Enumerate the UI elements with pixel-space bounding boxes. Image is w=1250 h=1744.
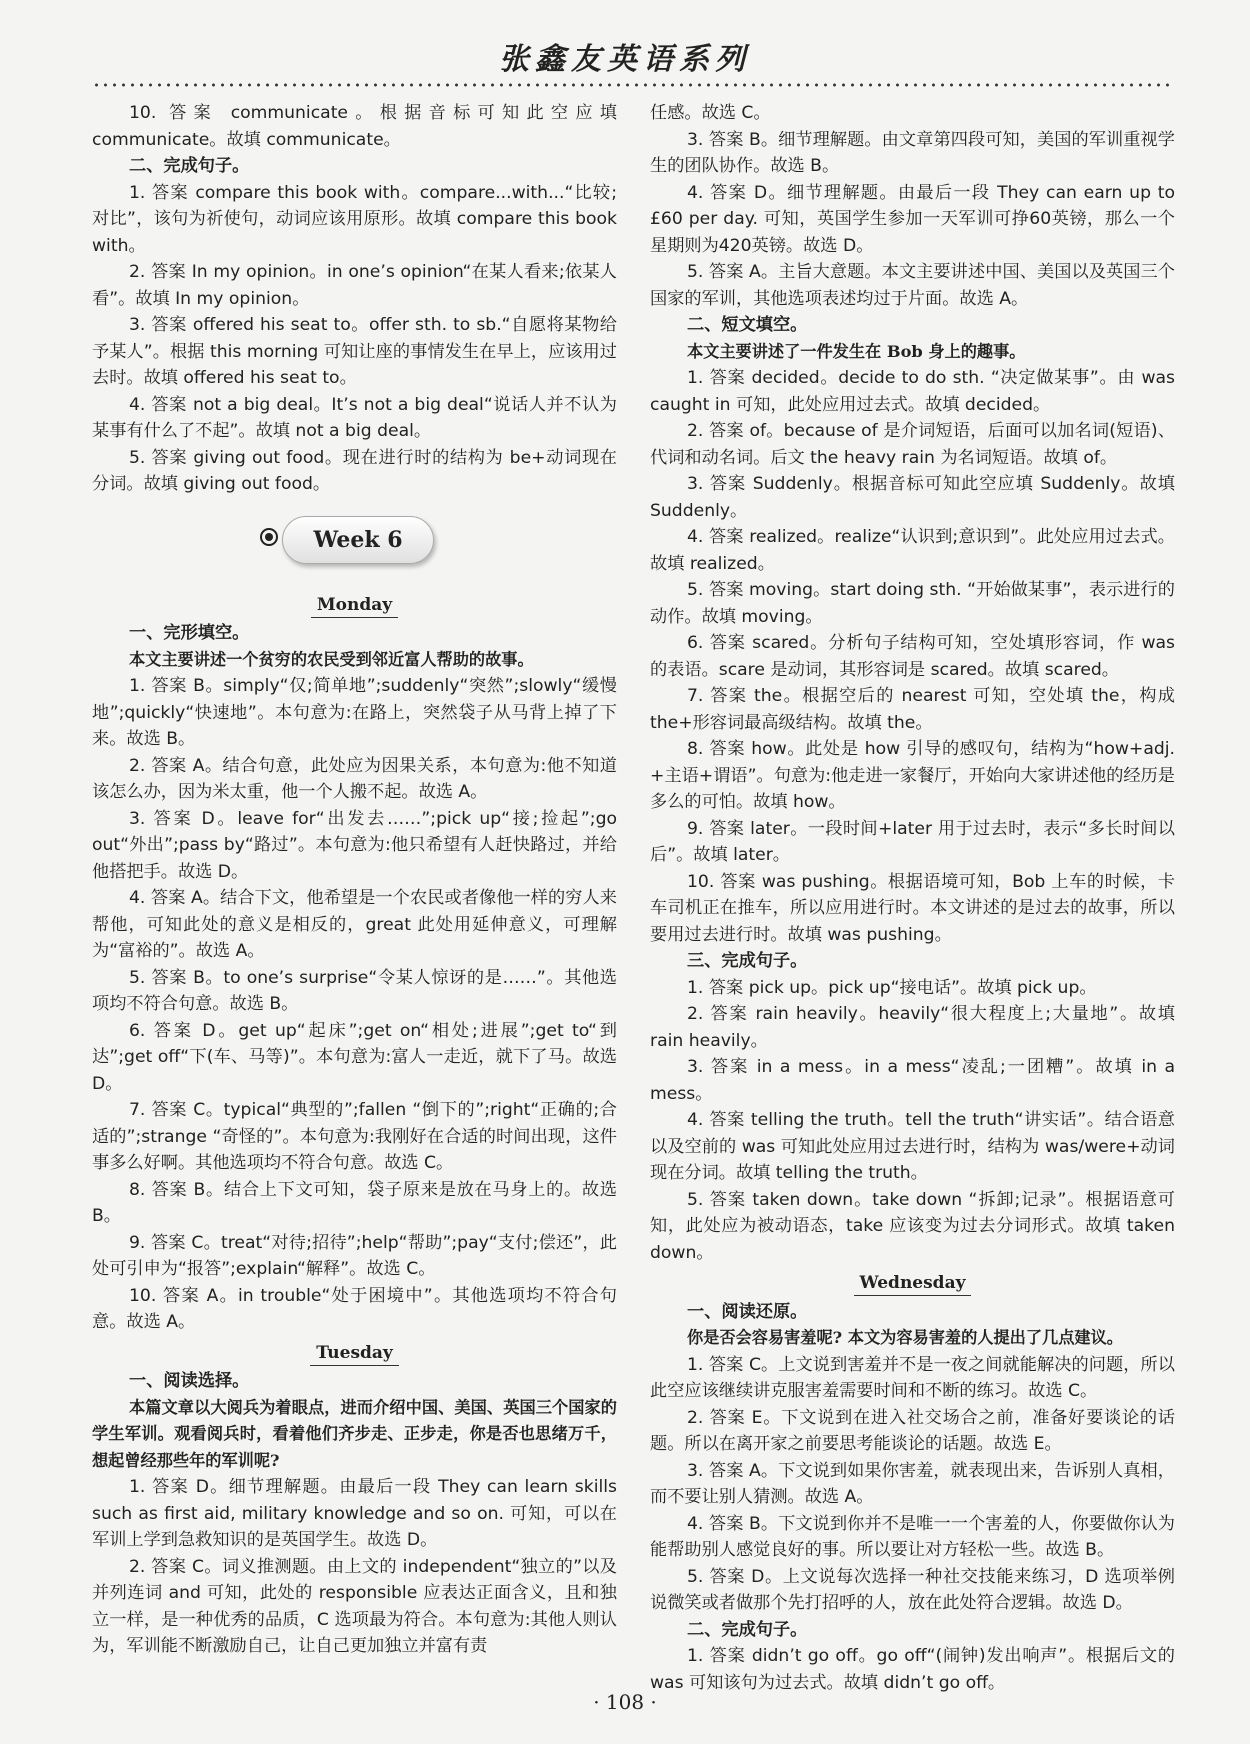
series-title: 张鑫友英语系列 [499, 42, 751, 77]
answer-item: 3. 答案 B。细节理解题。由文章第四段可知，美国的军训重视学生的团队协作。故选 B。 [650, 129, 1175, 176]
day-heading-wednesday: Wednesday [650, 1270, 1175, 1297]
answer-item: 6. 答案 D。get up“起床”;get on“相处;进展”;get to“到达”;get off“下(车、马等)”。本句意为:富人一走近，就下了马。故选 D。 [92, 1020, 617, 1094]
day-heading-monday: Monday [92, 592, 617, 619]
answer-item: 3. 答案 in a mess。in a mess“凌乱;一团糟”。故填 in a mess。 [650, 1057, 1175, 1104]
answer-item: 4. 答案 not a big deal。It’s not a big deal“说话人并不认为某事有什么了不起”。故填 not a big deal。 [92, 394, 617, 441]
answer-item: 3. 答案 offered his seat to。offer sth. to sb.“自愿将某物给予某人”。根据 this morning 可知让座的事情发生在早上，应该用过去时。故填 offered his seat to。 [92, 315, 617, 388]
section-heading: 二、完成句子。 [129, 156, 250, 176]
answer-item: 1. 答案 B。simply“仅;简单地”;suddenly“突然”;slowly“缓慢地”;quickly“快速地”。本句意为:在路上，突然袋子从马背上掉了下来。故选 B。 [92, 676, 617, 749]
week-label: Week 6 [282, 516, 434, 564]
answer-item: 2. 答案 In my opinion。in one’s opinion“在某人看来;依某人看”。故填 In my opinion。 [92, 262, 617, 309]
answer-item: 7. 答案 C。typical“典型的”;fallen “倒下的”;right“正确的;合适的”;strange “奇怪的”。本句意为:我刚好在合适的时间出现，这件事多么好啊。其他选项均不符合句意。故选 C。 [92, 1100, 617, 1173]
page-number: · 108 · [593, 1690, 657, 1714]
passage-summary: 本篇文章以大阅兵为着眼点，进而介绍中国、美国、英国三个国家的学生军训。观看阅兵时，看着他们齐步走、正步走，你是否也思绪万千，想起曾经那些年的军训呢? [92, 1397, 617, 1470]
bullet-icon [260, 528, 278, 546]
passage-summary: 你是否会容易害羞呢? 本文为容易害羞的人提出了几点建议。 [687, 1328, 1123, 1347]
answer-item: 10. 答案 A。in trouble“处于困境中”。其他选项均不符合句意。故选 A。 [92, 1285, 617, 1332]
answer-item: 5. 答案 taken down。take down “拆卸;记录”。根据语意可知，此处应为被动语态，take 应该变为过去分词形式。故填 taken down。 [650, 1189, 1175, 1263]
answer-item: 6. 答案 scared。分析句子结构可知，空处填形容词，作 was 的表语。scare 是动词，其形容词是 scared。故填 scared。 [650, 633, 1175, 680]
passage-summary: 本文主要讲述一个贫穷的农民受到邻近富人帮助的故事。 [129, 649, 534, 669]
section-heading: 一、阅读还原。 [687, 1301, 808, 1322]
answer-item: 2. 答案 C。词义推测题。由上文的 independent“独立的”以及并列连词 and 可知，此处的 responsible 应表达正面含义，且和独立一样，是一种优秀的品质，C 选项最为符合。本句意为:其他人则认为，军训能不断激励自己，让自己更加独立并富有责 [92, 1556, 617, 1656]
answer-item: 1. 答案 D。细节理解题。由最后一段 They can learn skills such as first aid, military knowledge and so on. 可知，可以在军训上学到急救知识的是英国学生。故选 D。 [92, 1477, 617, 1550]
section-heading: 二、完成句子。 [687, 1619, 808, 1640]
answer-item: 3. 答案 D。leave for“出发去……”;pick up“接;捡起”;go out“外出”;pass by“路过”。本句意为:他只希望有人赶快路过，并给他搭把手。故选 D。 [92, 808, 617, 882]
answer-item: 10. 答案 was pushing。根据语境可知，Bob 上车的时候，卡车司机正在推车，所以应用进行时。本文讲述的是过去的故事，所以要用过去进行时。故填 was pushing。 [650, 871, 1175, 945]
answer-item: 1. 答案 C。上文说到害羞并不是一夜之间就能解决的问题，所以此空应该继续讲克服害羞需要时间和不断的练习。故选 C。 [650, 1354, 1175, 1401]
week-banner [92, 498, 617, 588]
answer-item: 1. 答案 decided。decide to do sth. “决定做某事”。由 was caught in 可知，此处应用过去式。故填 decided。 [650, 368, 1175, 415]
answer-item: 8. 答案 B。结合上下文可知，袋子原来是放在马身上的。故选 B。 [92, 1179, 617, 1226]
answer-item: 1. 答案 compare this book with。compare...with...“比较;对比”，该句为祈使句，动词应该用原形。故填 compare this book with。 [92, 182, 617, 256]
answer-item: 1. 答案 pick up。pick up“接电话”。故填 pick up。 [687, 977, 1097, 998]
answer-item: 9. 答案 later。一段时间+later 用于过去时，表示“多长时间以后”。故填 later。 [650, 818, 1175, 865]
answer-item: 4. 答案 D。细节理解题。由最后一段 They can earn up to £60 per day. 可知，英国学生参加一天军训可挣60英镑，那么一个星期则为420英镑。故选 D。 [650, 182, 1175, 256]
page-header [0, 28, 1250, 88]
header-dotted-rule [92, 80, 1172, 90]
left-column [92, 100, 617, 1660]
answer-item: 9. 答案 C。treat“对待;招待”;help“帮助”;pay“支付;偿还”，此处可引申为“报答”;explain“解释”。故选 C。 [92, 1232, 617, 1279]
section-heading: 三、完成句子。 [687, 951, 808, 971]
answer-item: 4. 答案 B。下文说到你并不是唯一一个害羞的人，你要做你认为能帮助别人感觉良好的事。所以要让对方轻松一些。故选 B。 [650, 1513, 1175, 1560]
answer-item-continued: 任感。故选 C。 [650, 103, 771, 123]
answer-item: 1. 答案 didn’t go off。go off“(闹钟)发出响声”。根据后文的 was 可知该句为过去式。故填 didn’t go off。 [650, 1646, 1175, 1693]
answer-item: 7. 答案 the。根据空后的 nearest 可知，空处填 the，构成 the+形容词最高级结构。故填 the。 [650, 686, 1175, 733]
answer-item: 4. 答案 realized。realize“认识到;意识到”。此处应用过去式。故填 realized。 [650, 527, 1175, 574]
answer-item: 5. 答案 A。主旨大意题。本文主要讲述中国、美国以及英国三个国家的军训，其他选项表述均过于片面。故选 A。 [650, 262, 1175, 309]
answer-item: 10. 答案 communicate。根据音标可知此空应填 communicate。故填 communicate。 [92, 103, 617, 150]
answer-item: 8. 答案 how。此处是 how 引导的感叹句，结构为“how+adj. +主语+谓语”。句意为:他走进一家餐厅，开始向大家讲述他的经历是多么的可怕。故填 how。 [650, 739, 1175, 812]
answer-item: 3. 答案 Suddenly。根据音标可知此空应填 Suddenly。故填 Suddenly。 [650, 474, 1175, 521]
answer-item: 5. 答案 moving。start doing sth. “开始做某事”，表示进行的动作。故填 moving。 [650, 580, 1175, 627]
section-heading: 一、完形填空。 [129, 623, 250, 643]
section-heading: 一、阅读选择。 [129, 1371, 250, 1391]
answer-item: 2. 答案 A。结合句意，此处应为因果关系，本句意为:他不知道该怎么办，因为米太重，他一个人搬不起。故选 A。 [92, 755, 617, 802]
answer-item: 5. 答案 B。to one’s surprise“令某人惊讶的是……”。其他选项均不符合句意。故选 B。 [92, 967, 617, 1014]
answer-item: 5. 答案 D。上文说每次选择一种社交技能来练习，D 选项举例说微笑或者做那个先打招呼的人，放在此处符合逻辑。故选 D。 [650, 1566, 1175, 1613]
answer-item: 4. 答案 A。结合下文，他希望是一个农民或者像他一样的穷人来帮他，可知此处的意义是相反的，great 此处用延伸意义，可理解为“富裕的”。故选 A。 [92, 888, 617, 961]
day-heading-tuesday: Tuesday [92, 1340, 617, 1367]
answer-item: 3. 答案 A。下文说到如果你害羞，就表现出来，告诉别人真相，而不要让别人猜测。故选 A。 [650, 1460, 1175, 1507]
answer-item: 5. 答案 giving out food。现在进行时的结构为 be+动词现在分词。故填 giving out food。 [92, 447, 617, 494]
right-column [650, 100, 1175, 1696]
passage-summary: 本文主要讲述了一件发生在 Bob 身上的趣事。 [687, 341, 1026, 361]
section-heading: 二、短文填空。 [687, 315, 808, 335]
answer-item: 2. 答案 E。下文说到在进入社交场合之前，准备好要谈论的话题。所以在离开家之前要思考能谈论的话题。故选 E。 [650, 1407, 1175, 1454]
answer-item: 4. 答案 telling the truth。tell the truth“讲实话”。结合语意以及空前的 was 可知此处应用过去进行时，结构为 was/were+动词现在分词。故填 telling the truth。 [650, 1110, 1175, 1183]
answer-item: 2. 答案 of。because of 是介词短语，后面可以加名词(短语)、代词和动名词。后文 the heavy rain 为名词短语。故填 of。 [650, 421, 1175, 468]
answer-item: 2. 答案 rain heavily。heavily“很大程度上;大量地”。故填 rain heavily。 [650, 1004, 1175, 1051]
